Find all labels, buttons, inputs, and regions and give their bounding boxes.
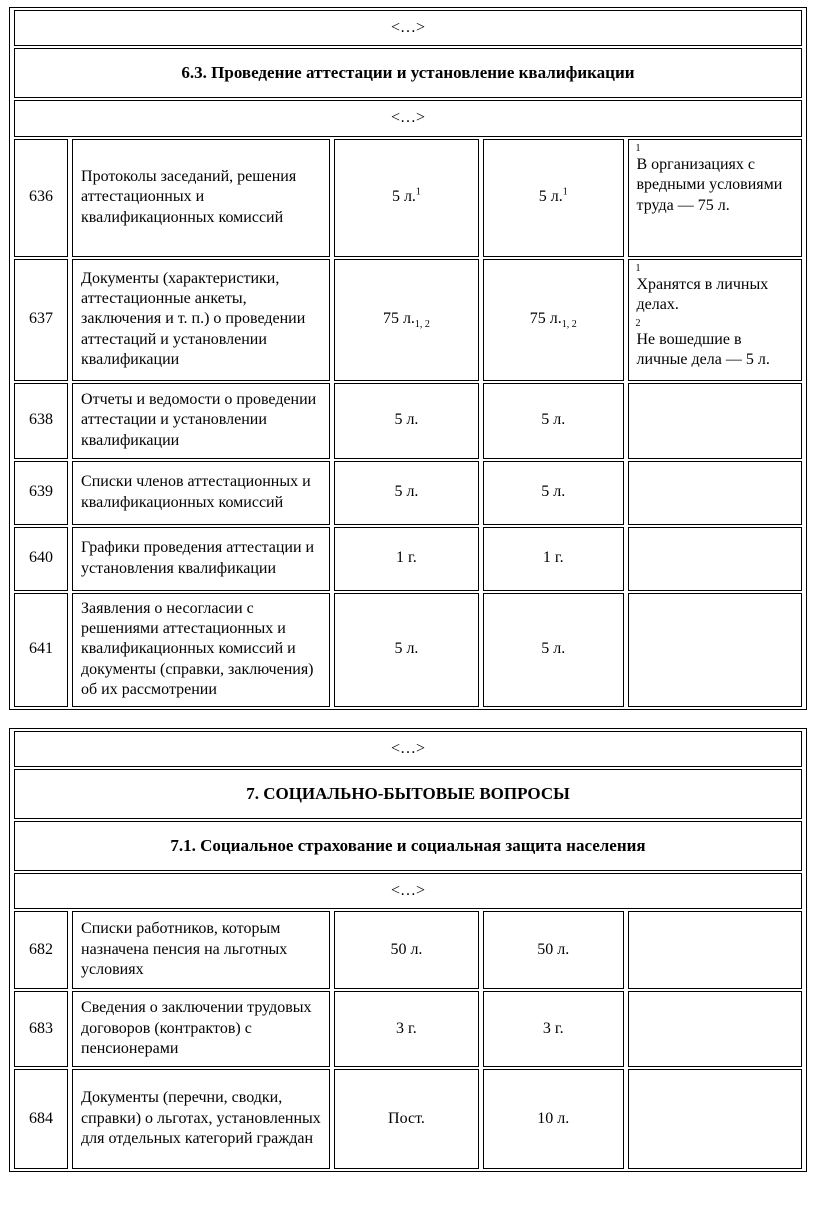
table-row-684 <box>14 1069 802 1169</box>
footnote-mark: 1 <box>635 262 641 274</box>
article-number: 641 <box>14 593 68 707</box>
footnote-text: В организациях с вредными условиями труда — 75 л. <box>636 155 783 214</box>
retention-term-1 <box>334 139 479 257</box>
footnote <box>635 318 796 371</box>
notes-cell <box>628 593 803 707</box>
ellipsis-text: <…> <box>14 100 802 136</box>
retention-term-1: 5 л. <box>334 593 479 707</box>
table-row-638 <box>14 383 802 459</box>
retention-term-1: 1 г. <box>334 527 479 591</box>
ellipsis-row <box>14 100 802 136</box>
article-number: 640 <box>14 527 68 591</box>
subsection-heading-row <box>14 821 802 871</box>
footnote-mark: 1, 2 <box>414 319 430 331</box>
document-title: Графики проведения аттестации и установления квалификации <box>72 527 330 591</box>
document-title: Списки членов аттестационных и квалификационных комиссий <box>72 461 330 525</box>
footnote-mark: 1 <box>562 187 568 199</box>
article-number: 638 <box>14 383 68 459</box>
section-7-1-heading: 7.1. Социальное страхование и социальная защита населения <box>14 821 802 871</box>
table-row-682 <box>14 911 802 989</box>
retention-term-2 <box>483 259 624 381</box>
retention-term-2: 1 г. <box>483 527 624 591</box>
footnote-mark: 1 <box>635 142 641 154</box>
article-number: 683 <box>14 991 68 1067</box>
retention-term-1: 3 г. <box>334 991 479 1067</box>
ellipsis-row <box>14 10 802 46</box>
section-heading-row <box>14 769 802 819</box>
notes-cell <box>628 139 803 257</box>
table-row-636 <box>14 139 802 257</box>
retention-term-2: 5 л. <box>483 383 624 459</box>
table-row-640 <box>14 527 802 591</box>
table-row-639 <box>14 461 802 525</box>
notes-cell <box>628 461 803 525</box>
notes-cell <box>628 911 803 989</box>
document-title: Документы (характеристики, аттестационные анкеты, заключения и т. п.) о проведении аттестаций и установлении квалификации <box>72 259 330 381</box>
notes-cell <box>628 383 803 459</box>
term-value: 5 л. <box>538 188 563 206</box>
retention-term-1: 5 л. <box>334 383 479 459</box>
document-title: Отчеты и ведомости о проведении аттестации и установлении квалификации <box>72 383 330 459</box>
ellipsis-text: <…> <box>14 10 802 46</box>
retention-term-2: 3 г. <box>483 991 624 1067</box>
ellipsis-row <box>14 731 802 767</box>
article-number: 636 <box>14 139 68 257</box>
section-6-3-table <box>9 7 807 710</box>
notes-cell <box>628 527 803 591</box>
term-value: 5 л. <box>391 188 416 206</box>
document-title: Сведения о заключении трудовых договоров (контрактов) с пенсионерами <box>72 991 330 1067</box>
section-7-heading: 7. СОЦИАЛЬНО-БЫТОВЫЕ ВОПРОСЫ <box>14 769 802 819</box>
term-value: 75 л. <box>382 310 415 328</box>
section-6-3-heading: 6.3. Проведение аттестации и установление квалификации <box>14 48 802 98</box>
retention-term-1: 50 л. <box>334 911 479 989</box>
retention-term-1 <box>334 259 479 381</box>
notes-cell <box>628 1069 803 1169</box>
article-number: 637 <box>14 259 68 381</box>
section-heading-row <box>14 48 802 98</box>
retention-term-1: 5 л. <box>334 461 479 525</box>
document-title: Заявления о несогласии с решениями аттестационных и квалификационных комиссий и документы (справки, заключения) об их рассмотрении <box>72 593 330 707</box>
article-number: 682 <box>14 911 68 989</box>
footnote-mark: 2 <box>635 317 641 329</box>
document-title: Списки работников, которым назначена пенсия на льготных условиях <box>72 911 330 989</box>
ellipsis-row <box>14 873 802 909</box>
article-number: 684 <box>14 1069 68 1169</box>
document-title: Протоколы заседаний, решения аттестационных и квалификационных комиссий <box>72 139 330 257</box>
table-row-683 <box>14 991 802 1067</box>
notes-cell <box>628 259 803 381</box>
table-row-637 <box>14 259 802 381</box>
footnote <box>635 143 796 216</box>
retention-term-2: 5 л. <box>483 461 624 525</box>
document-title: Документы (перечни, сводки, справки) о льготах, установленных для отдельных категорий граждан <box>72 1069 330 1169</box>
notes-cell <box>628 991 803 1067</box>
section-7-table <box>9 728 807 1172</box>
footnote <box>635 263 796 316</box>
footnote-text: Не вошедшие в личные дела — 5 л. <box>636 330 770 369</box>
footnote-text: Хранятся в личных делах. <box>636 275 769 314</box>
footnote-mark: 1, 2 <box>561 319 577 331</box>
ellipsis-text: <…> <box>14 873 802 909</box>
retention-term-2 <box>483 139 624 257</box>
retention-term-2: 50 л. <box>483 911 624 989</box>
retention-term-1: Пост. <box>334 1069 479 1169</box>
footnote-mark: 1 <box>415 187 421 199</box>
ellipsis-text: <…> <box>14 731 802 767</box>
retention-term-2: 5 л. <box>483 593 624 707</box>
article-number: 639 <box>14 461 68 525</box>
term-value: 75 л. <box>529 310 562 328</box>
retention-term-2: 10 л. <box>483 1069 624 1169</box>
table-row-641 <box>14 593 802 707</box>
